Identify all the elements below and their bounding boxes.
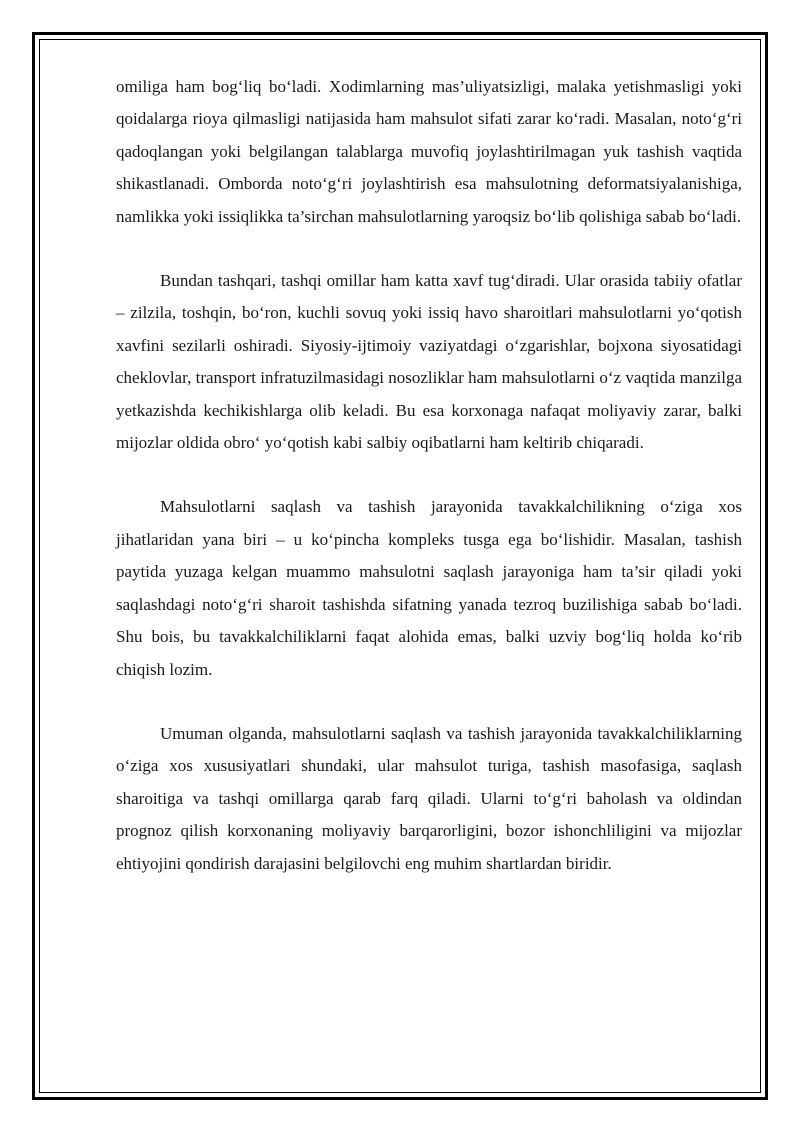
document-body <box>116 71 742 912</box>
paragraph-1: omiliga ham bog‘liq bo‘ladi. Xodimlarning mas’uliyatsizligi, malaka yetishmasligi yoki qoidalarga rioya qilmasligi natijasida ham mahsulot sifati zarar ko‘radi. Masalan, noto‘g‘ri qadoqlangan yoki belgilangan talablarga muvofiq joylashtirilmagan yuk tashish vaqtida shikastlanadi. Omborda noto‘g‘ri joylashtirish esa mahsulotning deformatsiyalanishiga, namlikka yoki issiqlikka ta’sirchan mahsulotlarning yaroqsiz bo‘lib qolishiga sabab bo‘ladi. <box>116 77 742 226</box>
paragraph-3: Mahsulotlarni saqlash va tashish jarayonida tavakkalchilikning o‘ziga xos jihatlaridan yana biri – u ko‘pincha kompleks tusga ega bo‘lishidir. Masalan, tashish paytida yuzaga kelgan muammo mahsulotni saqlash jarayoniga ham ta’sir qiladi yoki saqlashdagi noto‘g‘ri sharoit tashishda sifatning yanada tezroq buzilishiga sabab bo‘ladi. Shu bois, bu tavakkalchiliklarni faqat alohida emas, balki uzviy bog‘liq holda ko‘rib chiqish lozim. <box>116 497 742 679</box>
paragraph-4: Umuman olganda, mahsulotlarni saqlash va tashish jarayonida tavakkalchiliklarning o‘ziga xos xususiyatlari shundaki, ular mahsulot turiga, tashish masofasiga, saqlash sharoitiga va tashqi omillarga qarab farq qiladi. Ularni to‘g‘ri baholash va oldindan prognoz qilish korxonaning moliyaviy barqarorligini, bozor ishonchliligini va mijozlar ehtiyojini qondirish darajasini belgilovchi eng muhim shartlardan biridir. <box>116 723 742 873</box>
paragraph-2: Bundan tashqari, tashqi omillar ham katta xavf tug‘diradi. Ular orasida tabiiy ofatlar – zilzila, toshqin, bo‘ron, kuchli sovuq yoki issiq havo sharoitlari mahsulotlarni yo‘qotish xavfini sezilarli oshiradi. Siyosiy-ijtimoiy vaziyatdagi o‘zgarishlar, bojxona siyosatidagi cheklovlar, transport infratuzilmasidagi nosozliklar ham mahsulotlarni o‘z vaqtida manzilga yetkazishda kechikishlarga olib keladi. Bu esa korxonaga nafaqat moliyaviy zarar, balki mijozlar oldida obro‘ yo‘qotish kabi salbiy oqibatlarni ham keltirib chiqaradi. <box>116 271 742 453</box>
